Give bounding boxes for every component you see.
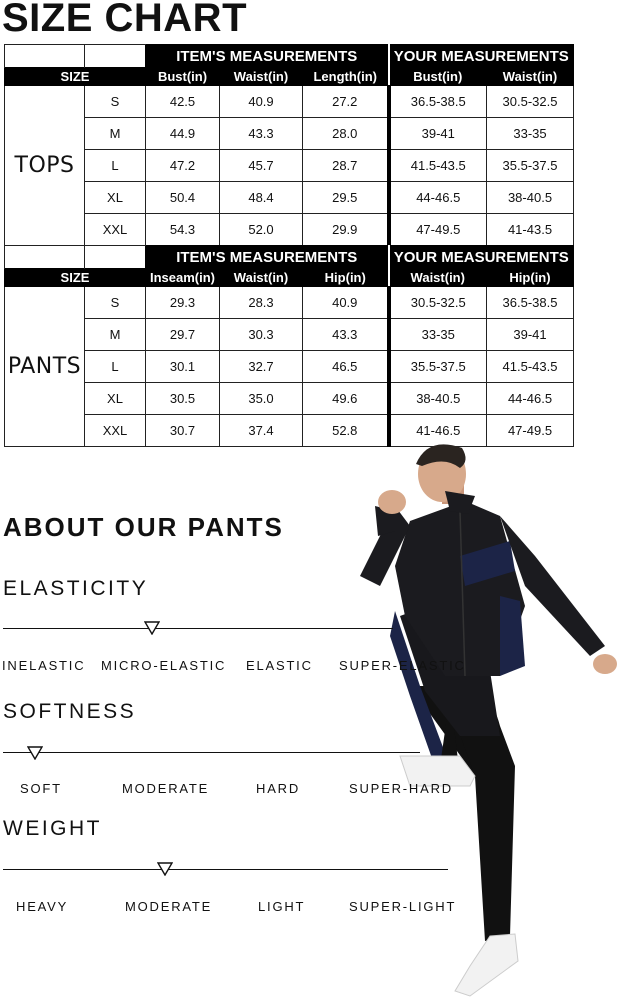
tops-col-header: Waist(in) — [487, 68, 574, 86]
value-cell: 50.4 — [146, 182, 220, 214]
value-cell: 27.2 — [303, 86, 389, 118]
size-cell: XL — [85, 182, 146, 214]
pants-items-measurements-header: ITEM'S MEASUREMENTS — [146, 246, 389, 269]
table-row — [5, 150, 574, 182]
value-cell: 36.5-38.5 — [389, 86, 487, 118]
size-cell: S — [85, 86, 146, 118]
value-cell: 30.5-32.5 — [487, 86, 574, 118]
value-cell: 54.3 — [146, 214, 220, 246]
value-cell: 38-40.5 — [389, 383, 487, 415]
pants-col-header: Hip(in) — [487, 269, 574, 287]
table-row — [5, 118, 574, 150]
value-cell: 30.5 — [146, 383, 220, 415]
model-right-hand — [593, 654, 617, 674]
pants-col-header: Waist(in) — [220, 269, 303, 287]
value-cell: 28.0 — [303, 118, 389, 150]
pants-category-label: PANTS — [5, 287, 85, 447]
elasticity-scale-line — [3, 628, 393, 629]
value-cell: 52.0 — [220, 214, 303, 246]
table-row — [5, 319, 574, 351]
value-cell: 46.5 — [303, 351, 389, 383]
model-left-fist — [378, 490, 406, 514]
tops-your-measurements-header: YOUR MEASUREMENTS — [389, 45, 574, 68]
value-cell: 41.5-43.5 — [389, 150, 487, 182]
page-title: SIZE CHART — [2, 0, 247, 40]
value-cell: 28.7 — [303, 150, 389, 182]
value-cell: 43.3 — [303, 319, 389, 351]
value-cell: 32.7 — [220, 351, 303, 383]
value-cell: 28.3 — [220, 287, 303, 319]
value-cell: 52.8 — [303, 415, 389, 447]
table-row — [5, 351, 574, 383]
value-cell: 39-41 — [389, 118, 487, 150]
value-cell: 39-41 — [487, 319, 574, 351]
value-cell: 36.5-38.5 — [487, 287, 574, 319]
value-cell: 47-49.5 — [487, 415, 574, 447]
table-row — [5, 287, 574, 319]
value-cell: 38-40.5 — [487, 182, 574, 214]
value-cell: 44.9 — [146, 118, 220, 150]
model-photo — [350, 436, 626, 1000]
size-cell: L — [85, 150, 146, 182]
tops-items-measurements-header: ITEM'S MEASUREMENTS — [146, 45, 389, 68]
scale-label: SOFT — [20, 781, 62, 796]
size-cell: S — [85, 287, 146, 319]
value-cell: 44-46.5 — [389, 182, 487, 214]
value-cell: 43.3 — [220, 118, 303, 150]
value-cell: 41-43.5 — [487, 214, 574, 246]
value-cell: 48.4 — [220, 182, 303, 214]
value-cell: 30.3 — [220, 319, 303, 351]
value-cell: 47-49.5 — [389, 214, 487, 246]
size-cell: M — [85, 118, 146, 150]
pants-size-header: SIZE — [5, 269, 146, 287]
tops-col-header: Waist(in) — [220, 68, 303, 86]
value-cell: 29.3 — [146, 287, 220, 319]
tops-size-table — [4, 44, 574, 246]
scale-label: MICRO-ELASTIC — [101, 658, 227, 673]
pants-size-table — [4, 245, 574, 447]
value-cell: 30.5-32.5 — [389, 287, 487, 319]
value-cell: 44-46.5 — [487, 383, 574, 415]
softness-scale-line — [3, 752, 420, 753]
table-row — [5, 182, 574, 214]
scale-label: SUPER-ELASTIC — [339, 658, 466, 673]
tops-col-header: Length(in) — [303, 68, 389, 86]
value-cell: 41-46.5 — [389, 415, 487, 447]
value-cell: 35.5-37.5 — [487, 150, 574, 182]
scale-label: SUPER-HARD — [349, 781, 453, 796]
scale-label: SUPER-LIGHT — [349, 899, 457, 914]
elasticity-heading: ELASTICITY — [3, 577, 149, 600]
value-cell: 47.2 — [146, 150, 220, 182]
pants-col-header: Hip(in) — [303, 269, 389, 287]
scale-label: INELASTIC — [2, 658, 86, 673]
value-cell: 40.9 — [303, 287, 389, 319]
value-cell: 29.5 — [303, 182, 389, 214]
weight-heading: WEIGHT — [3, 817, 102, 840]
size-cell: M — [85, 319, 146, 351]
scale-label: HEAVY — [16, 899, 69, 914]
tops-col-header: Bust(in) — [146, 68, 220, 86]
model-shoe-standing — [455, 934, 518, 996]
value-cell: 41.5-43.5 — [487, 351, 574, 383]
value-cell: 33-35 — [389, 319, 487, 351]
weight-scale-line — [3, 869, 448, 870]
value-cell: 33-35 — [487, 118, 574, 150]
softness-heading: SOFTNESS — [3, 700, 137, 723]
tops-category-label: TOPS — [5, 86, 85, 246]
value-cell: 30.7 — [146, 415, 220, 447]
pants-col-header: Waist(in) — [389, 269, 487, 287]
tops-col-header: Bust(in) — [389, 68, 487, 86]
value-cell: 37.4 — [220, 415, 303, 447]
table-row — [5, 214, 574, 246]
scale-label: MODERATE — [122, 781, 210, 796]
value-cell: 29.9 — [303, 214, 389, 246]
value-cell: 35.0 — [220, 383, 303, 415]
about-heading: ABOUT OUR PANTS — [3, 512, 284, 542]
size-cell: XL — [85, 383, 146, 415]
pants-col-header: Inseam(in) — [146, 269, 220, 287]
pants-your-measurements-header: YOUR MEASUREMENTS — [389, 246, 574, 269]
scale-label: MODERATE — [125, 899, 213, 914]
size-cell: XXL — [85, 214, 146, 246]
table-row — [5, 86, 574, 118]
value-cell: 29.7 — [146, 319, 220, 351]
value-cell: 42.5 — [146, 86, 220, 118]
value-cell: 49.6 — [303, 383, 389, 415]
value-cell: 35.5-37.5 — [389, 351, 487, 383]
table-row — [5, 383, 574, 415]
value-cell: 45.7 — [220, 150, 303, 182]
value-cell: 30.1 — [146, 351, 220, 383]
tops-size-header: SIZE — [5, 68, 146, 86]
size-cell: L — [85, 351, 146, 383]
scale-label: HARD — [256, 781, 301, 796]
scale-label: ELASTIC — [246, 658, 313, 673]
size-cell: XXL — [85, 415, 146, 447]
value-cell: 40.9 — [220, 86, 303, 118]
scale-label: LIGHT — [258, 899, 306, 914]
